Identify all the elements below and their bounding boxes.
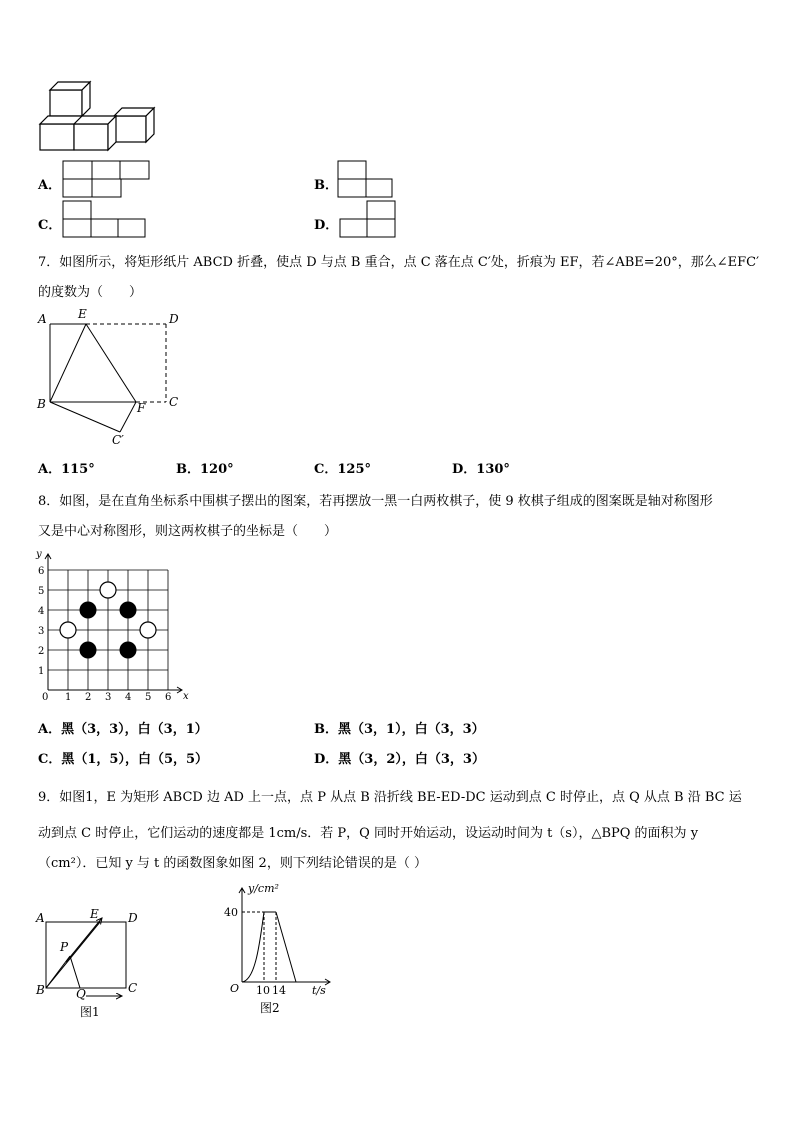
q8-x-tick-label: 5 <box>145 692 152 703</box>
q8-option-c[interactable]: C．黑（1，5），白（5，5） <box>38 752 209 767</box>
q7-label-c-prime: C′ <box>112 433 124 447</box>
q8-y-tick-label: 1 <box>38 666 45 677</box>
q9-fig2-ylabel: y/cm² <box>248 882 279 895</box>
q9-fig2-origin: O <box>230 982 240 995</box>
q8-stem-line2: 又是中心对称图形，则这两枚棋子的坐标是（ ） <box>38 524 338 539</box>
q9-fig1-label-a: A <box>36 911 45 925</box>
q9-stem-line2: 动到点 C 时停止，它们运动的速度都是 1cm/s．若 P，Q 同时开始运动，设运动时间为 t（s），△BPQ 的面积为 y <box>38 826 699 841</box>
q8-coordinate-grid <box>30 548 200 708</box>
q8-x-tick-label: 6 <box>165 692 172 703</box>
q8-x-tick-label: 2 <box>85 692 92 703</box>
q8-y-label: y <box>36 549 42 560</box>
q6-option-c-view[interactable] <box>62 200 152 240</box>
q8-origin-label: 0 <box>42 692 49 703</box>
q9-figure-1 <box>34 904 154 1022</box>
q6-option-b-label[interactable]: B． <box>314 178 338 193</box>
q9-fig1-label-e: E <box>90 907 99 921</box>
q9-fig2-curve <box>242 912 264 982</box>
black-stone <box>120 642 136 658</box>
q8-x-tick-label: 1 <box>65 692 72 703</box>
q8-y-tick-label: 2 <box>38 646 45 657</box>
q8-x-tick-label: 4 <box>125 692 132 703</box>
q9-fig2-caption: 图2 <box>260 1001 280 1015</box>
white-stone <box>60 622 76 638</box>
q8-x-label: x <box>183 691 189 702</box>
q7-label-d: D <box>169 312 179 326</box>
q8-stem-line1: 8．如图，是在直角坐标系中围棋子摆出的图案，若再摆放一黑一白两枚棋子，使 9 枚棋子组成的图案既是轴对称图形 <box>38 494 713 509</box>
q9-stem-line3: （cm²）．已知 y 与 t 的函数图象如图 2，则下列结论错误的是（ ） <box>38 856 427 871</box>
q9-stem-line1: 9．如图1，E 为矩形 ABCD 边 AD 上一点，点 P 从点 B 沿折线 BE-ED-DC 运动到点 C 时停止，点 Q 从点 B 沿 BC 运 <box>38 790 742 805</box>
q9-fig2-tick-14: 14 <box>272 984 286 997</box>
q9-fig1-label-c: C <box>128 981 138 995</box>
q7-label-f: F <box>137 401 146 415</box>
q9-fig2-decline <box>276 912 296 982</box>
black-stone <box>120 602 136 618</box>
q9-fig2-tick-10: 10 <box>256 984 270 997</box>
q9-fig1-caption: 图1 <box>80 1005 100 1019</box>
q6-option-d-label[interactable]: D． <box>314 218 339 233</box>
q6-option-d-view[interactable] <box>339 200 399 240</box>
q9-figure-2 <box>220 880 340 1020</box>
q9-fig1-label-q: Q <box>76 987 86 1001</box>
q7-fold-figure <box>34 308 194 448</box>
q8-y-tick-label: 5 <box>38 586 45 597</box>
q8-x-tick-label: 3 <box>105 692 112 703</box>
q7-stem-line1: 7．如图所示，将矩形纸片 ABCD 折叠，使点 D 与点 B 重合，点 C 落在点 C′处，折痕为 EF，若∠ABE=20°，那么∠EFC′ <box>38 255 760 270</box>
q8-option-d[interactable]: D．黑（3，2），白（3，3） <box>314 752 485 767</box>
q9-fig1-label-p: P <box>60 940 69 954</box>
q8-y-tick-label: 4 <box>38 606 45 617</box>
q6-option-b-view[interactable] <box>337 160 397 200</box>
black-stone <box>80 602 96 618</box>
q8-option-a[interactable]: A．黑（3，3），白（3，1） <box>38 722 208 737</box>
q6-option-a-view[interactable] <box>62 160 152 200</box>
q6-option-a-label[interactable]: A． <box>38 178 62 193</box>
q9-fig2-tick-40: 40 <box>224 906 238 919</box>
q8-y-tick-label: 6 <box>38 566 45 577</box>
black-stone <box>80 642 96 658</box>
q7-label-b: B <box>37 397 46 411</box>
q7-option-c[interactable]: C．125° <box>314 462 371 477</box>
q8-option-b[interactable]: B．黑（3，1），白（3，3） <box>314 722 485 737</box>
q7-option-b[interactable]: B．120° <box>176 462 234 477</box>
q7-label-c: C <box>169 395 179 409</box>
q7-stem-line2: 的度数为（ ） <box>38 285 143 300</box>
q9-fig1-label-d: D <box>128 911 138 925</box>
white-stone <box>100 582 116 598</box>
q9-fig1-label-b: B <box>36 983 45 997</box>
q8-y-tick-label: 3 <box>38 626 45 637</box>
q7-option-a[interactable]: A．115° <box>38 462 95 477</box>
white-stone <box>140 622 156 638</box>
q6-option-c-label[interactable]: C． <box>38 218 62 233</box>
q9-fig2-xlabel: t/s <box>312 984 326 997</box>
cube-solid-figure <box>36 78 166 152</box>
q7-label-e: E <box>78 308 87 321</box>
q7-option-d[interactable]: D．130° <box>452 462 510 477</box>
q7-label-a: A <box>38 312 47 326</box>
